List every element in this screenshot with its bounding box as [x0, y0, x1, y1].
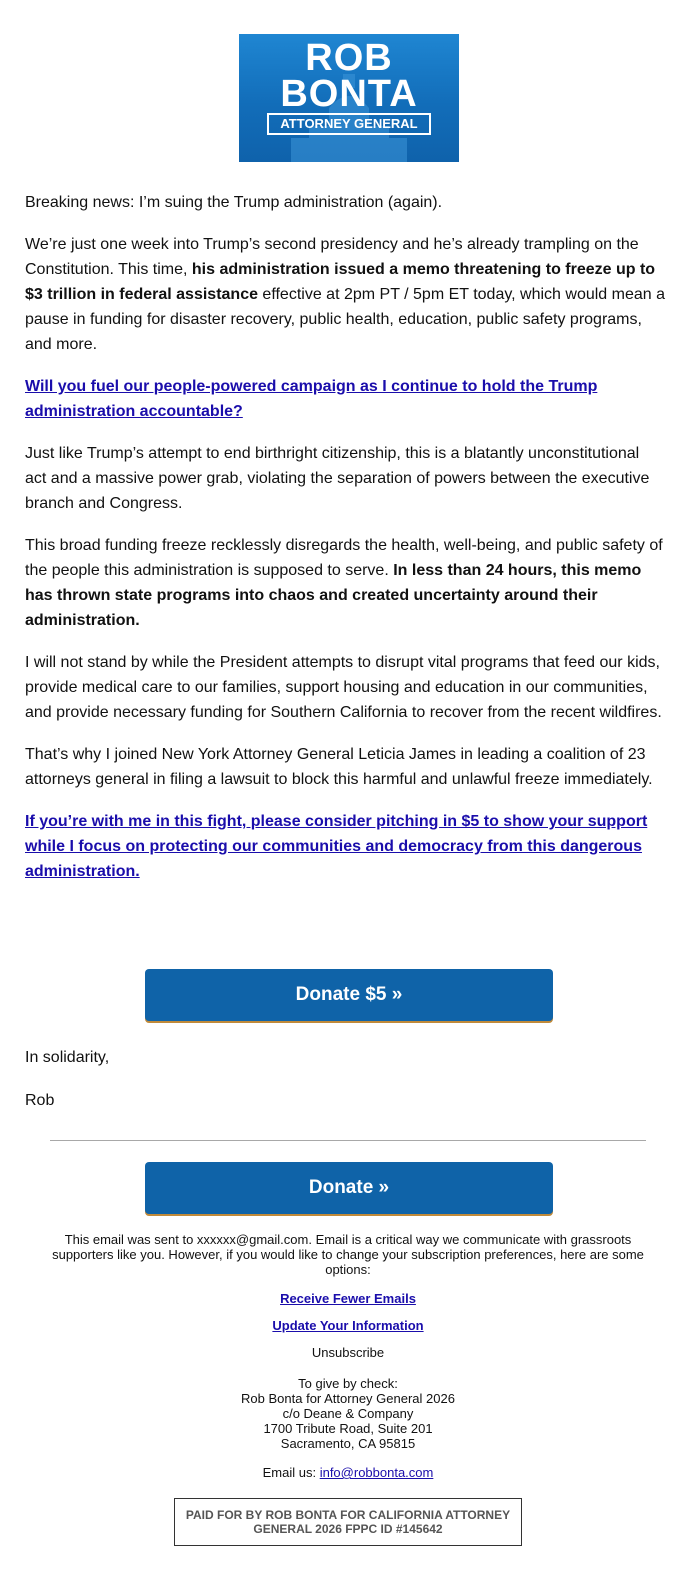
paragraph-lawsuit: That’s why I joined New York Attorney General Leticia James in leading a coalition of 23 attorneys general in filing a lawsuit to block this harmful and unlawful freeze immediately.: [25, 746, 653, 788]
email-us: [50, 1465, 646, 1480]
logo-box: [239, 34, 459, 162]
check-line: 1700 Tribute Road, Suite 201: [263, 1421, 433, 1436]
logo-line-bonta: BONTA: [280, 73, 418, 115]
freeze-text-start: This broad funding freeze recklessly disregards the health, well-being, and public safety of the people this administration is supposed to serve.: [25, 537, 663, 579]
donate-button[interactable]: Donate »: [145, 1162, 553, 1214]
email-us-label: Email us:: [262, 1465, 320, 1480]
update-information-link[interactable]: Update Your Information: [272, 1318, 424, 1333]
logo-line-rob: ROB: [305, 37, 393, 79]
footer-notice: This email was sent to xxxxxx@gmail.com. Email is a critical way we communicate with grassroots supporters like you. However, if you would like to change your subscription preferences, here are some options:: [52, 1232, 644, 1277]
paragraph-link-pitch: [25, 809, 665, 884]
check-line: Sacramento, CA 95815: [280, 1436, 416, 1451]
freeze-text-bold: In less than 24 hours, this memo has thrown state programs into chaos and created uncertainty around their administration.: [25, 562, 642, 629]
signoff: [25, 1045, 109, 1131]
paragraph-freeze: [25, 533, 665, 633]
divider: [50, 1140, 646, 1141]
pitch-in-link[interactable]: If you’re with me in this fight, please consider pitching in $5 to show your support while I focus on protecting our communities and democracy from this dangerous administration.: [25, 813, 648, 880]
paragraph-birthright: Just like Trump’s attempt to end birthright citizenship, this is a blatantly unconstitutional act and a massive power grab, violating the separation of powers between the executive branch and Congress.: [25, 445, 650, 512]
memo-text-end: effective at 2pm PT / 5pm ET today, which would mean a pause in funding for disaster recovery, public health, education, public safety programs, and more.: [25, 286, 666, 353]
rob-bonta-logo: [239, 34, 459, 162]
fuel-campaign-link[interactable]: Will you fuel our people-powered campaign as I continue to hold the Trump administration accountable?: [25, 378, 598, 420]
paragraph-link-campaign: [25, 374, 665, 424]
check-line: Rob Bonta for Attorney General 2026: [241, 1391, 455, 1406]
paragraph-intro: Breaking news: I’m suing the Trump administration (again).: [25, 194, 443, 211]
paragraph-memo: [25, 232, 665, 357]
email-body: [25, 190, 665, 901]
signoff-text: In solidarity,: [25, 1049, 110, 1066]
signature: Rob: [25, 1092, 55, 1109]
footer: [50, 1232, 646, 1480]
receive-fewer-emails-link[interactable]: Receive Fewer Emails: [280, 1291, 416, 1306]
check-line: c/o Deane & Company: [282, 1406, 414, 1421]
memo-text-start: We’re just one week into Trump’s second presidency and he’s already trampling on the Constitution. This time,: [25, 236, 639, 278]
check-heading: To give by check:: [298, 1376, 398, 1391]
check-address: [50, 1376, 646, 1451]
paragraph-programs: I will not stand by while the President attempts to disrupt vital programs that feed our kids, provide medical care to our families, support housing and education in our communities, and provide necessary funding for Southern California to recover from the recent wildfires.: [25, 654, 662, 721]
logo-subtitle: ATTORNEY GENERAL: [267, 113, 431, 135]
email-address-link[interactable]: info@robbonta.com: [319, 1465, 434, 1480]
paid-for-disclaimer: PAID FOR BY ROB BONTA FOR CALIFORNIA ATTORNEY GENERAL 2026 FPPC ID #145642: [174, 1498, 522, 1546]
memo-text-bold: his administration issued a memo threatening to freeze up to $3 trillion in federal assistance: [25, 261, 656, 303]
unsubscribe-link[interactable]: Unsubscribe: [311, 1345, 385, 1360]
donate-5-button[interactable]: Donate $5 »: [145, 969, 553, 1021]
